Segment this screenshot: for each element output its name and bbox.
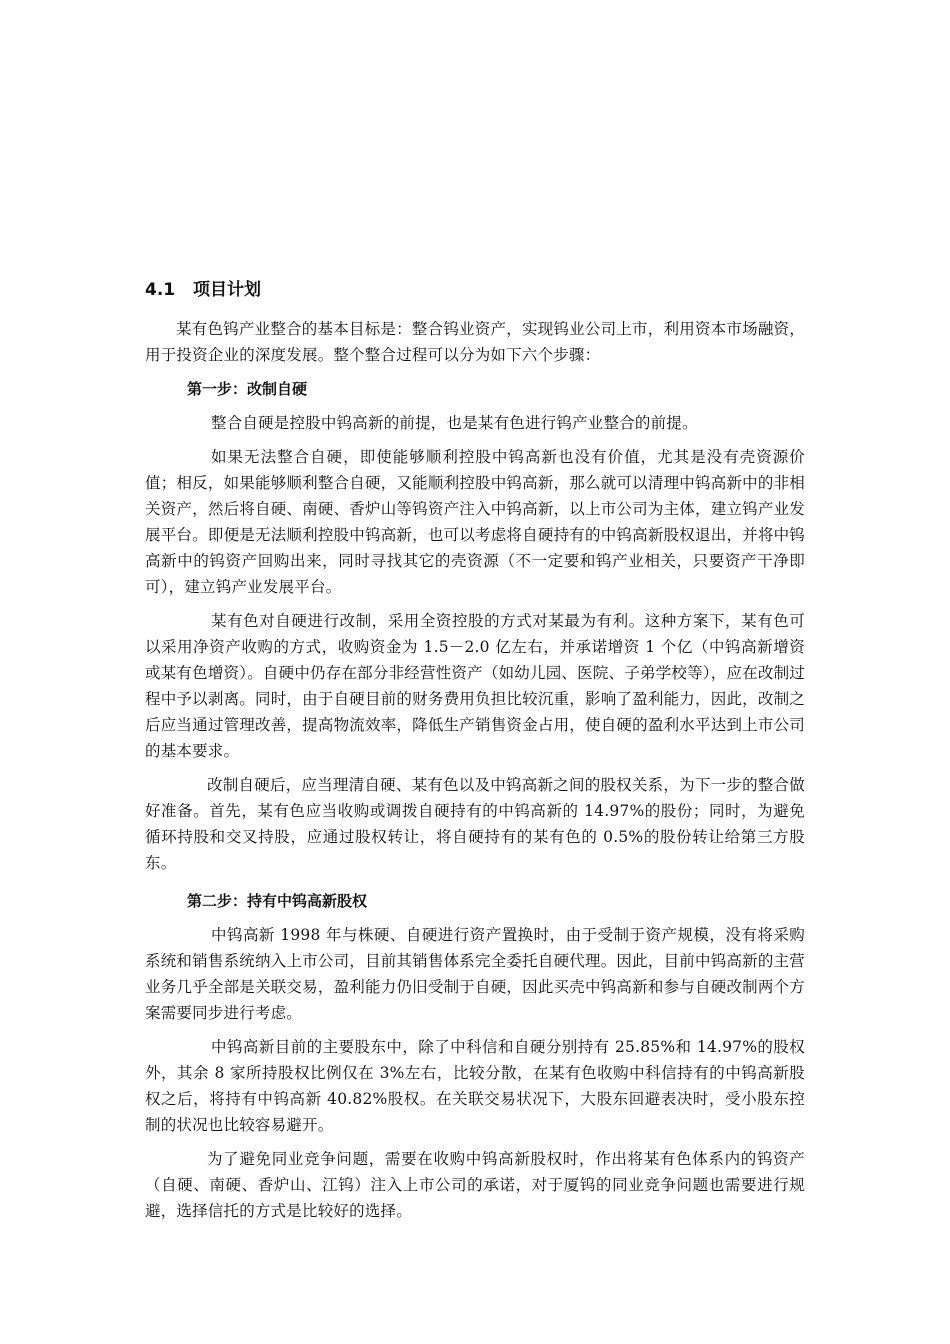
- document-body: [145, 276, 805, 1232]
- section-heading: [145, 276, 805, 304]
- step2-paragraph-2: 中钨高新目前的主要股东中，除了中科信和自硬分别持有 25.85%和 14.97%的股权外，其余 8 家所持股权比例仅在 3%左右，比较分散，在某有色收购中科信持有的中钨高新股权之后，将持有中钨高新 40.82%股权。在关联交易状况下，大股东回避表决时，受小股东控制的状况也比较容易避开。: [145, 1038, 805, 1134]
- step1-heading: 第一步：改制自硬: [187, 380, 308, 398]
- intro-paragraph: 某有色钨产业整合的基本目标是：整合钨业资产，实现钨业公司上市，利用资本市场融资，用于投资企业的深度发展。整个整合过程可以分为如下六个步骤：: [145, 320, 805, 364]
- section-number: 4.1: [145, 280, 176, 300]
- step2-paragraph-1: 中钨高新 1998 年与株硬、自硬进行资产置换时，由于受制于资产规模，没有将采购系统和销售系统纳入上市公司，目前其销售体系完全委托自硬代理。因此，目前中钨高新的主营业务几乎全部是关联交易，盈利能力仍旧受制于自硬，因此买壳中钨高新和参与自硬改制两个方案需要同步进行考虑。: [145, 926, 805, 1022]
- section-title: 项目计划: [193, 280, 261, 300]
- step1-paragraph-2: 如果无法整合自硬，即使能够顺利控股中钨高新也没有价值，尤其是没有壳资源价值；相反，如果能够顺利整合自硬，又能顺利控股中钨高新，那么就可以清理中钨高新中的非相关资产，然后将自硬、南硬、香炉山等钨资产注入中钨高新，以上市公司为主体，建立钨产业发展平台。即便是无法顺利控股中钨高新，也可以考虑将自硬持有的中钨高新股权退出，并将中钨高新中的钨资产回购出来，同时寻找其它的壳资源（不一定要和钨产业相关，只要资产干净即可），建立钨产业发展平台。: [145, 448, 805, 596]
- step1-paragraph-3: 某有色对自硬进行改制，采用全资控股的方式对某最为有利。这种方案下，某有色可以采用净资产收购的方式，收购资金为 1.5－2.0 亿左右，并承诺增资 1 个亿（中钨高新增资或某有色增资）。自硬中仍存在部分非经营性资产（如幼儿园、医院、子弟学校等），应在改制过程中予以剥离。同时，由于自硬目前的财务费用负担比较沉重，影响了盈利能力，因此，改制之后应当通过管理改善，提高物流效率，降低生产销售资金占用，使自硬的盈利水平达到上市公司的基本要求。: [145, 612, 805, 760]
- step1-paragraph-1: 整合自硬是控股中钨高新的前提，也是某有色进行钨产业整合的前提。: [211, 414, 698, 432]
- step1-paragraph-4: 改制自硬后，应当理清自硬、某有色以及中钨高新之间的股权关系，为下一步的整合做好准备。首先，某有色应当收购或调拨自硬持有的中钨高新的 14.97%的股份；同时，为避免循环持股和交叉持股，应通过股权转让，将自硬持有的某有色的 0.5%的股份转让给第三方股东。: [145, 776, 805, 872]
- step2-heading: 第二步：持有中钨高新股权: [187, 892, 368, 910]
- step2-paragraph-3: 为了避免同业竞争问题，需要在收购中钨高新股权时，作出将某有色体系内的钨资产（自硬、南硬、香炉山、江钨）注入上市公司的承诺，对于厦钨的同业竞争问题也需要进行规避，选择信托的方式是比较好的选择。: [145, 1150, 805, 1220]
